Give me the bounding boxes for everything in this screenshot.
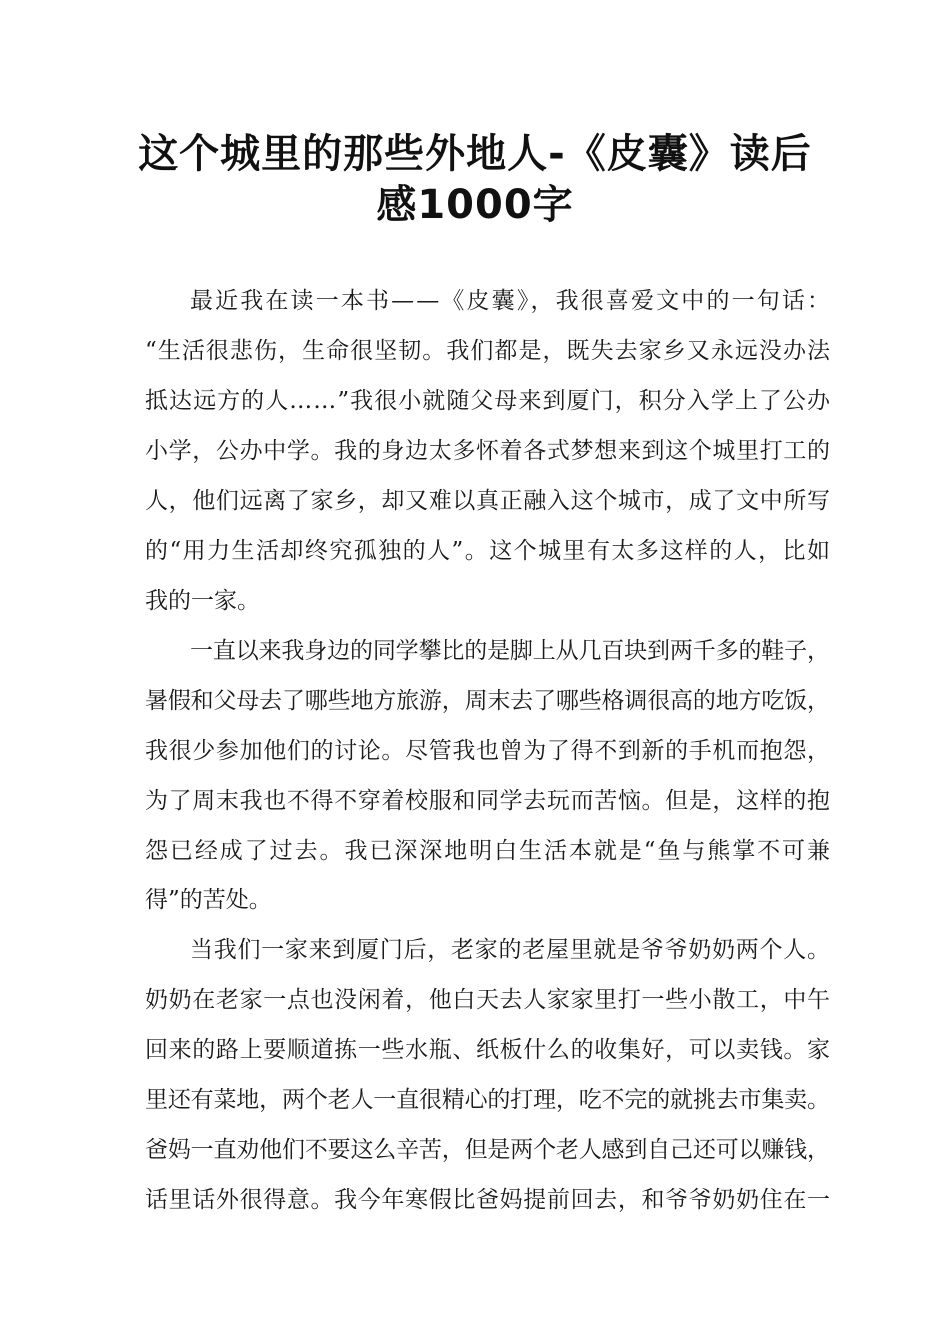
text-line: “生活很悲伤，生命很坚韧。我们都是，既失去家乡又永远没办法 bbox=[145, 338, 832, 364]
text-line: 最近我在读一本书——《皮囊》，我很喜爱文中的一句话： bbox=[190, 288, 833, 314]
text-line: 我很少参加他们的讨论。尽管我也曾为了得不到新的手机而抱怨， bbox=[145, 738, 831, 764]
text-line: 奶奶在老家一点也没闲着，他白天去人家家里打一些小散工，中午 bbox=[145, 987, 831, 1013]
text-line: 一直以来我身边的同学攀比的是脚上从几百块到两千多的鞋子， bbox=[190, 638, 830, 664]
text-line: 为了周末我也不得不穿着校服和同学去玩而苦恼。但是，这样的抱 bbox=[145, 788, 831, 814]
text-line: 我的一家。 bbox=[145, 588, 260, 614]
text-line: 回来的路上要顺道拣一些水瓶、纸板什么的收集好，可以卖钱。家 bbox=[145, 1037, 831, 1063]
text-line: 当我们一家来到厦门后，老家的老屋里就是爷爷奶奶两个人。 bbox=[190, 937, 831, 963]
text-line: 怨已经成了过去。我已深深地明白生活本就是“鱼与熊掌不可兼 bbox=[145, 838, 832, 864]
text-line: 小学，公办中学。我的身边太多怀着各式梦想来到这个城里打工的 bbox=[145, 438, 831, 464]
text-line: 爸妈一直劝他们不要这么辛苦，但是两个老人感到自己还可以赚钱， bbox=[145, 1137, 830, 1163]
document-title-line-1: 这个城里的那些外地人-《皮囊》读后 bbox=[138, 131, 812, 177]
text-line: 暑假和父母去了哪些地方旅游，周末去了哪些格调很高的地方吃饭， bbox=[145, 688, 830, 714]
text-line: 里还有菜地，两个老人一直很精心的打理，吃不完的就挑去市集卖。 bbox=[145, 1087, 830, 1113]
text-line: 话里话外很得意。我今年寒假比爸妈提前回去，和爷爷奶奶住在一 bbox=[145, 1187, 831, 1213]
text-line: 抵达远方的人……”我很小就随父母来到厦门，积分入学上了公办 bbox=[145, 388, 832, 414]
document-title-line-2: 感1000字 bbox=[376, 182, 574, 228]
text-line: 的“用力生活却终究孤独的人”。这个城里有太多这样的人，比如 bbox=[145, 538, 832, 564]
text-line: 人，他们远离了家乡，却又难以真正融入这个城市，成了文中所写 bbox=[145, 488, 831, 514]
text-line: 得”的苦处。 bbox=[145, 887, 272, 913]
